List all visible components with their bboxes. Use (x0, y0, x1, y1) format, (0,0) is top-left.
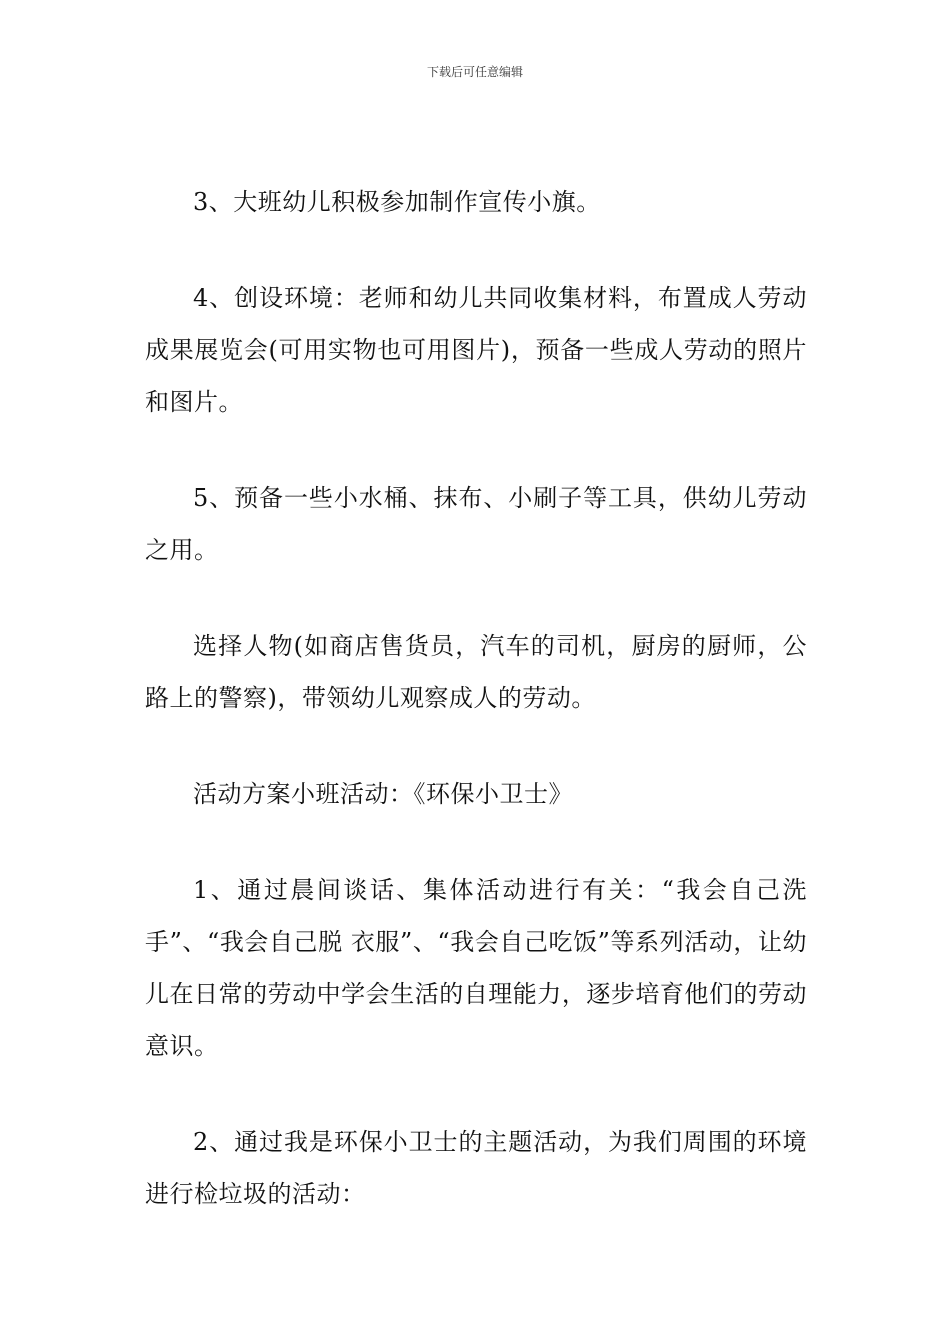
paragraph-item-1: 1、通过晨间谈话、集体活动进行有关：“我会自己洗手”、“我会自己脱 衣服”、“我会自己吃饭”等系列活动，让幼儿在日常的劳动中学会生活的自理能力，逐步培育他们的劳动意识。 (145, 876, 807, 1060)
paragraph-choose-person: 选择人物(如商店售货员，汽车的司机，厨房的厨师，公路上的警察)，带领幼儿观察成人的劳动。 (145, 632, 807, 712)
document-body (145, 176, 807, 1264)
section-heading: 活动方案小班活动：《环保小卫士》 (193, 780, 573, 808)
paragraph-item-2: 2、通过我是环保小卫士的主题活动，为我们周围的环境进行检垃圾的活动： (145, 1128, 807, 1208)
paragraph-item-5: 5、预备一些小水桶、抹布、小刷子等工具，供幼儿劳动之用。 (145, 484, 807, 564)
page-header: 下载后可任意编辑 (426, 65, 523, 79)
paragraph-item-3: 3、大班幼儿积极参加制作宣传小旗。 (193, 188, 601, 216)
paragraph-item-4: 4、创设环境：老师和幼儿共同收集材料，布置成人劳动成果展览会(可用实物也可用图片)，预备一些成人劳动的照片和图片。 (145, 284, 807, 416)
